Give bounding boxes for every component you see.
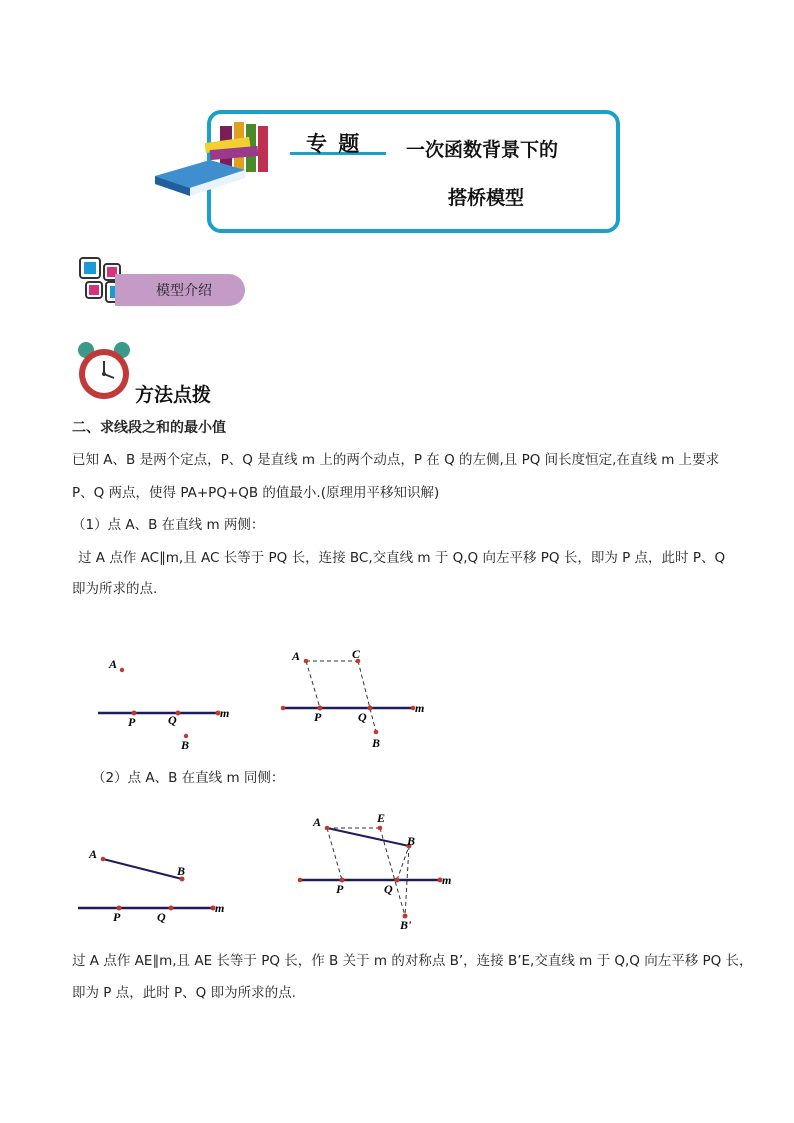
book-stack — [155, 122, 268, 196]
figure-3 — [75, 840, 235, 925]
segment-AP — [327, 828, 342, 880]
label-B2: B' — [400, 918, 412, 930]
label-A: A — [109, 657, 118, 671]
label-B: B — [372, 736, 381, 750]
label-E: E — [377, 811, 386, 825]
point-left — [281, 706, 286, 711]
section-label: 模型介绍 — [156, 283, 212, 299]
point-A — [120, 668, 124, 672]
label-P: P — [314, 710, 322, 724]
label-Q: Q — [157, 910, 166, 924]
label-P: P — [336, 882, 344, 896]
point-left — [298, 878, 303, 883]
intro-line2: P、Q 两点，使得 PA+PQ+QB 的值最小.(原理用平移知识解) — [72, 485, 440, 501]
label-m: m — [220, 706, 230, 720]
banner-label: 专 题 — [306, 131, 362, 156]
label-A: A — [313, 815, 322, 829]
point-A — [101, 857, 106, 862]
books-icon — [150, 118, 280, 198]
intro-line1: 已知 A、B 是两个定点，P、Q 是直线 m 上的两个动点，P 在 Q 的左侧,且 PQ 间长度恒定,在直线 m 上要求 — [72, 452, 720, 468]
point-Q — [368, 706, 373, 711]
label-P: P — [113, 910, 121, 924]
case2-line1: 过 A 点作 AE∥m,且 AE 长等于 PQ 长，作 B 关于 m 的对称点 B’，连接 B’E,交直线 m 于 Q,Q 向左平移 PQ 长， — [72, 953, 753, 969]
figure-1 — [90, 650, 240, 755]
point-E — [378, 826, 383, 831]
method-title: 方法点拨 — [135, 384, 212, 406]
segment-AB — [103, 859, 182, 879]
label-A: A — [89, 847, 98, 861]
label-A: A — [292, 649, 301, 663]
case2-title: （2）点 A、B 在直线 m 同侧： — [92, 770, 285, 786]
label-Q: Q — [384, 882, 393, 896]
point-B — [374, 730, 379, 735]
figure-4 — [292, 808, 472, 930]
label-B: B — [177, 864, 186, 878]
case2-line2: 即为 P 点，此时 P、Q 即为所求的点. — [72, 985, 296, 1001]
banner-title-line1: 一次函数背景下的 — [406, 139, 559, 161]
label-C: C — [352, 647, 361, 661]
figure-2 — [278, 640, 438, 755]
label-P: P — [128, 715, 136, 729]
segment-AP — [306, 661, 320, 708]
point-A — [325, 826, 330, 831]
case1-title: （1）点 A、B 在直线 m 两侧： — [72, 517, 265, 533]
case1-line1: 过 A 点作 AC∥m,且 AC 长等于 PQ 长，连接 BC,交直线 m 于 Q,Q 向左平移 PQ 长，即为 P 点，此时 P、Q — [78, 550, 726, 566]
label-Q: Q — [358, 710, 367, 724]
point-Q — [395, 878, 400, 883]
point-Q — [169, 906, 174, 911]
point-A — [304, 659, 309, 664]
label-Q: Q — [168, 713, 177, 727]
label-m: m — [415, 701, 425, 715]
label-m: m — [442, 873, 452, 887]
content-heading: 二、求线段之和的最小值 — [72, 420, 226, 436]
label-m: m — [215, 901, 225, 915]
segment-AB — [327, 828, 409, 846]
label-B: B — [181, 738, 190, 752]
case1-line2: 即为所求的点. — [72, 581, 158, 597]
banner-title-line2: 搭桥模型 — [448, 187, 525, 209]
alarm-clock-icon — [76, 340, 132, 402]
label-B: B — [407, 834, 416, 848]
